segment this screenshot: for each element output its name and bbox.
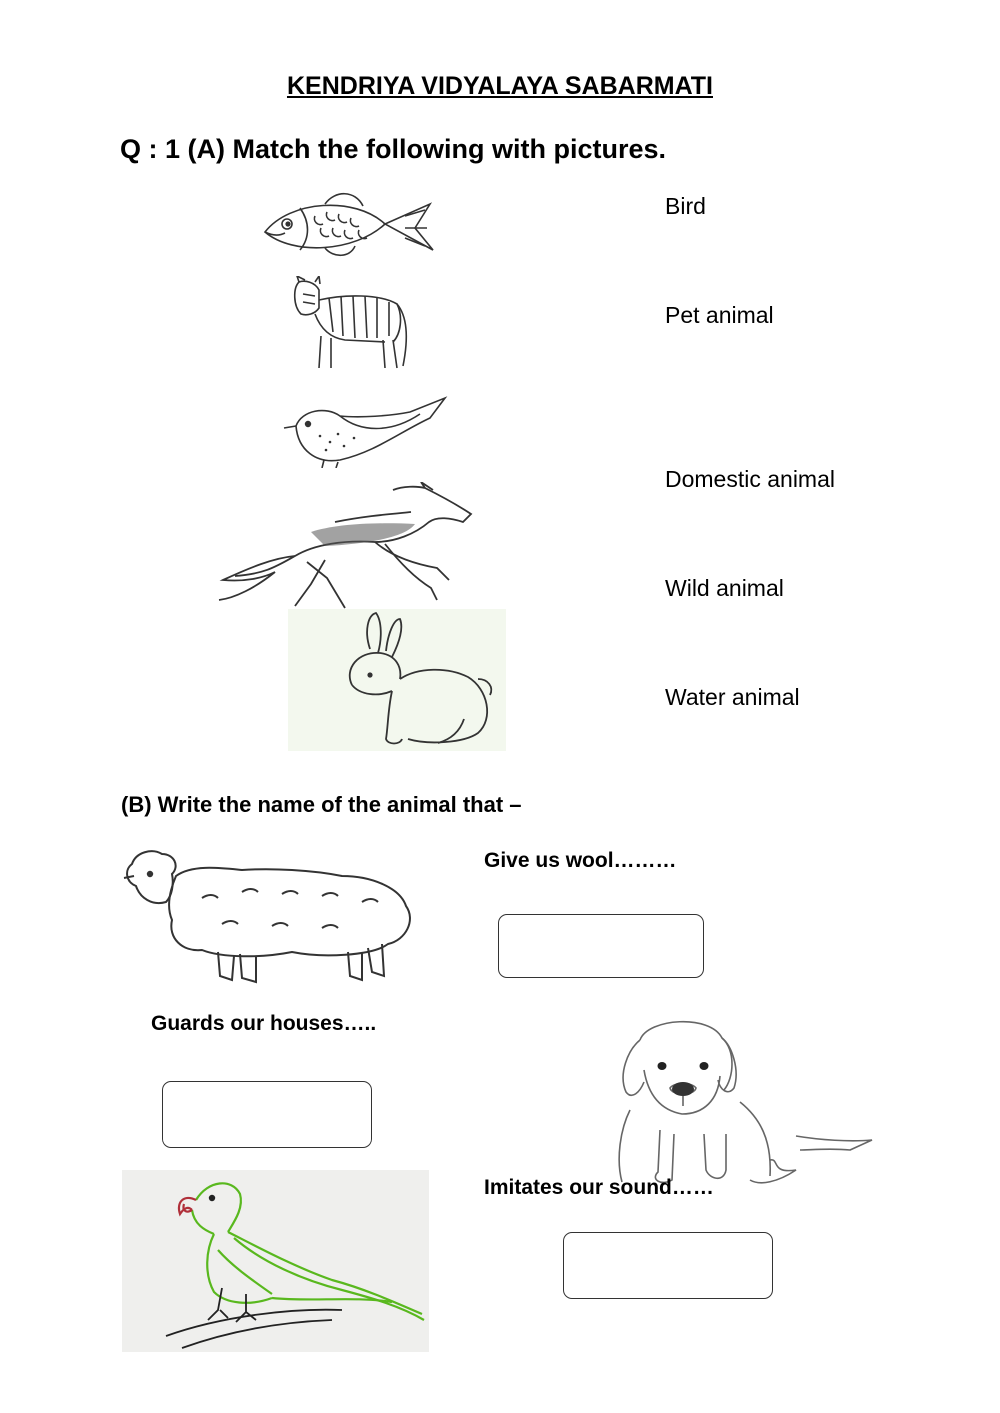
sheep-icon[interactable] [122,840,418,990]
answer-box-imitates[interactable] [563,1232,773,1299]
tiger-icon[interactable] [285,276,420,372]
school-title: KENDRIYA VIDYALAYA SABARMATI [286,72,713,100]
bird-icon[interactable] [280,392,450,468]
question-heading: Q : 1 (A) Match the following with pictures. [120,134,666,164]
prompt-guards-houses: Guards our houses….. [151,1012,377,1035]
dog-icon[interactable] [600,1010,880,1186]
section-b-heading: (B) Write the name of the animal that – [121,792,522,817]
prompt-give-wool: Give us wool……… [484,849,677,872]
fish-icon[interactable] [255,186,440,266]
label-pet-animal[interactable]: Pet animal [665,302,774,328]
horse-icon[interactable] [215,482,477,610]
answer-box-wool[interactable] [498,914,704,978]
label-wild-animal[interactable]: Wild animal [665,575,784,601]
rabbit-icon[interactable] [288,609,506,751]
label-bird[interactable]: Bird [665,193,706,219]
label-domestic-animal[interactable]: Domestic animal [665,466,835,492]
prompt-imitates-sound: Imitates our sound…… [484,1176,714,1199]
label-water-animal[interactable]: Water animal [665,684,800,710]
answer-box-guards[interactable] [162,1081,372,1148]
parrot-icon[interactable] [122,1170,429,1352]
